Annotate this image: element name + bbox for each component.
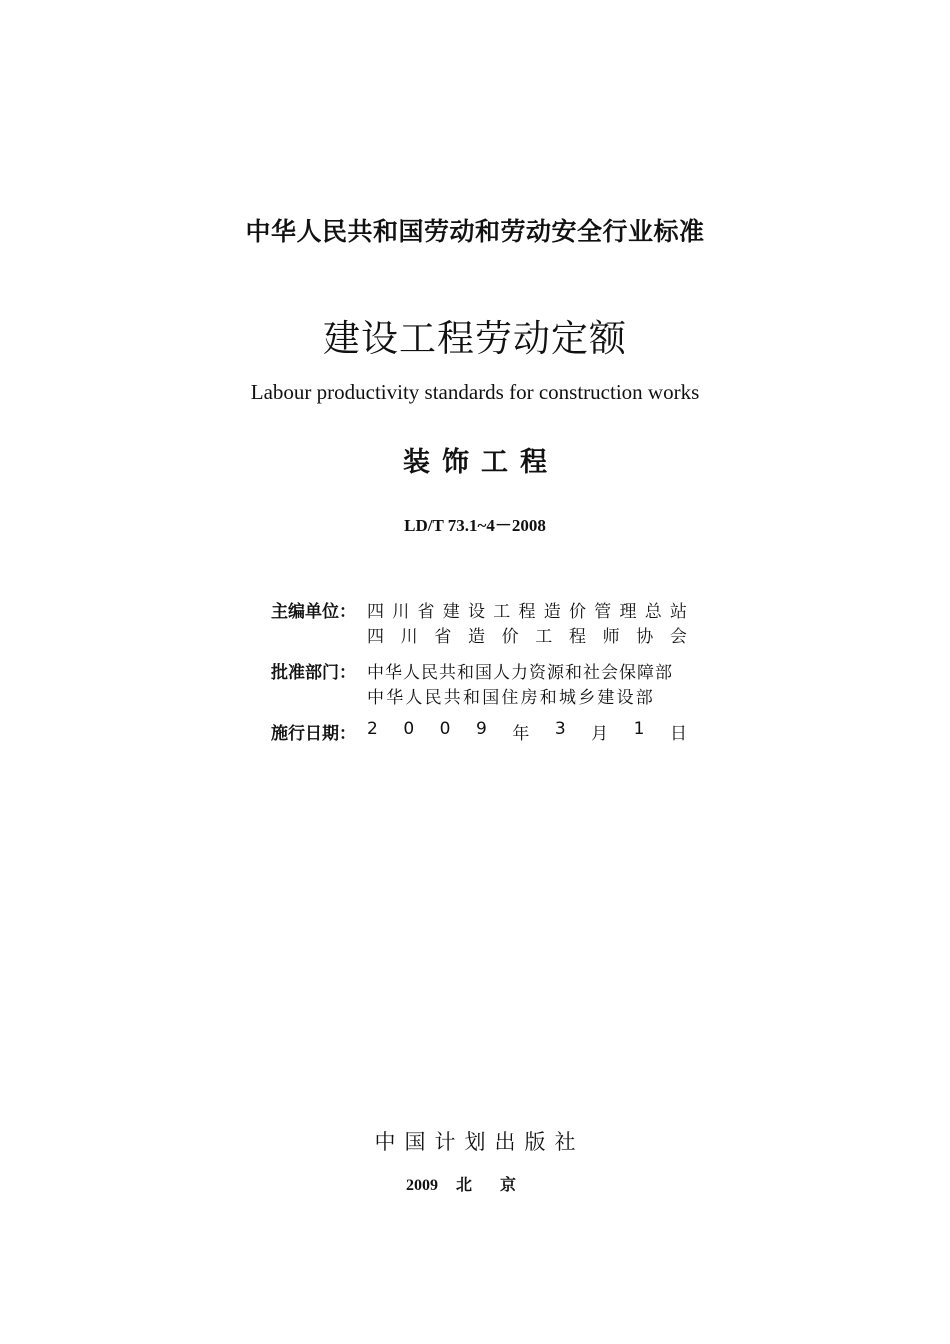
char: 程 — [568, 627, 586, 647]
chief-editor-line1 — [367, 597, 687, 622]
chief-editor-line2 — [367, 622, 687, 647]
approval-line1: 中华人民共和国人力资源和社会保障部 — [367, 663, 673, 683]
char: 工 — [493, 602, 511, 622]
char: 价 — [501, 627, 519, 647]
publication-year: 2009 — [405, 1177, 438, 1194]
char: 月 — [591, 724, 609, 744]
approval-group — [271, 658, 701, 708]
char: 9 — [475, 719, 487, 739]
document-subtitle: 装饰工程 — [403, 447, 559, 478]
char: 工 — [535, 627, 553, 647]
publication-city: 北京 — [455, 1175, 544, 1194]
char: 程 — [518, 602, 536, 622]
char: 川 — [400, 627, 418, 647]
effective-date-value — [367, 719, 687, 744]
char: 0 — [403, 719, 415, 739]
char: 建 — [442, 602, 460, 622]
char: 理 — [619, 602, 637, 622]
char: 四 — [367, 627, 384, 647]
char: 会 — [669, 627, 687, 647]
chief-editor-group — [271, 597, 701, 647]
document-title-english: Labour productivity standards for construction works — [250, 380, 700, 404]
publisher-name: 中国计划出版社 — [374, 1130, 585, 1154]
char: 总 — [644, 602, 662, 622]
char: 价 — [569, 602, 586, 622]
approval-label: 批准部门： — [271, 663, 356, 683]
char: 0 — [439, 719, 451, 739]
char: 管 — [594, 602, 612, 622]
char: 年 — [512, 724, 530, 744]
publication-line — [0, 1172, 950, 1195]
char: 师 — [602, 627, 620, 647]
char: 川 — [392, 602, 410, 622]
approval-line2: 中华人民共和国住房和城乡建设部 — [367, 688, 655, 708]
char: 1 — [633, 719, 645, 739]
char: 3 — [554, 719, 566, 739]
chief-editor-label: 主编单位： — [271, 602, 356, 622]
char: 四 — [367, 602, 384, 622]
effective-date-label: 施行日期： — [271, 724, 356, 744]
effective-date-group — [271, 719, 701, 744]
char: 日 — [669, 724, 687, 744]
standard-code: LD/T 73.1~4－2008 — [404, 516, 546, 535]
char: 省 — [434, 627, 452, 647]
char: 省 — [417, 602, 435, 622]
char: 设 — [468, 602, 485, 622]
char: 造 — [543, 602, 561, 622]
char: 协 — [636, 627, 654, 647]
char: 站 — [670, 602, 687, 622]
document-title: 建设工程劳动定额 — [323, 317, 627, 360]
industry-standard-heading: 中华人民共和国劳动和劳动安全行业标准 — [245, 217, 705, 246]
char: 2 — [367, 719, 378, 739]
metadata-block — [271, 597, 701, 755]
char: 造 — [467, 627, 485, 647]
